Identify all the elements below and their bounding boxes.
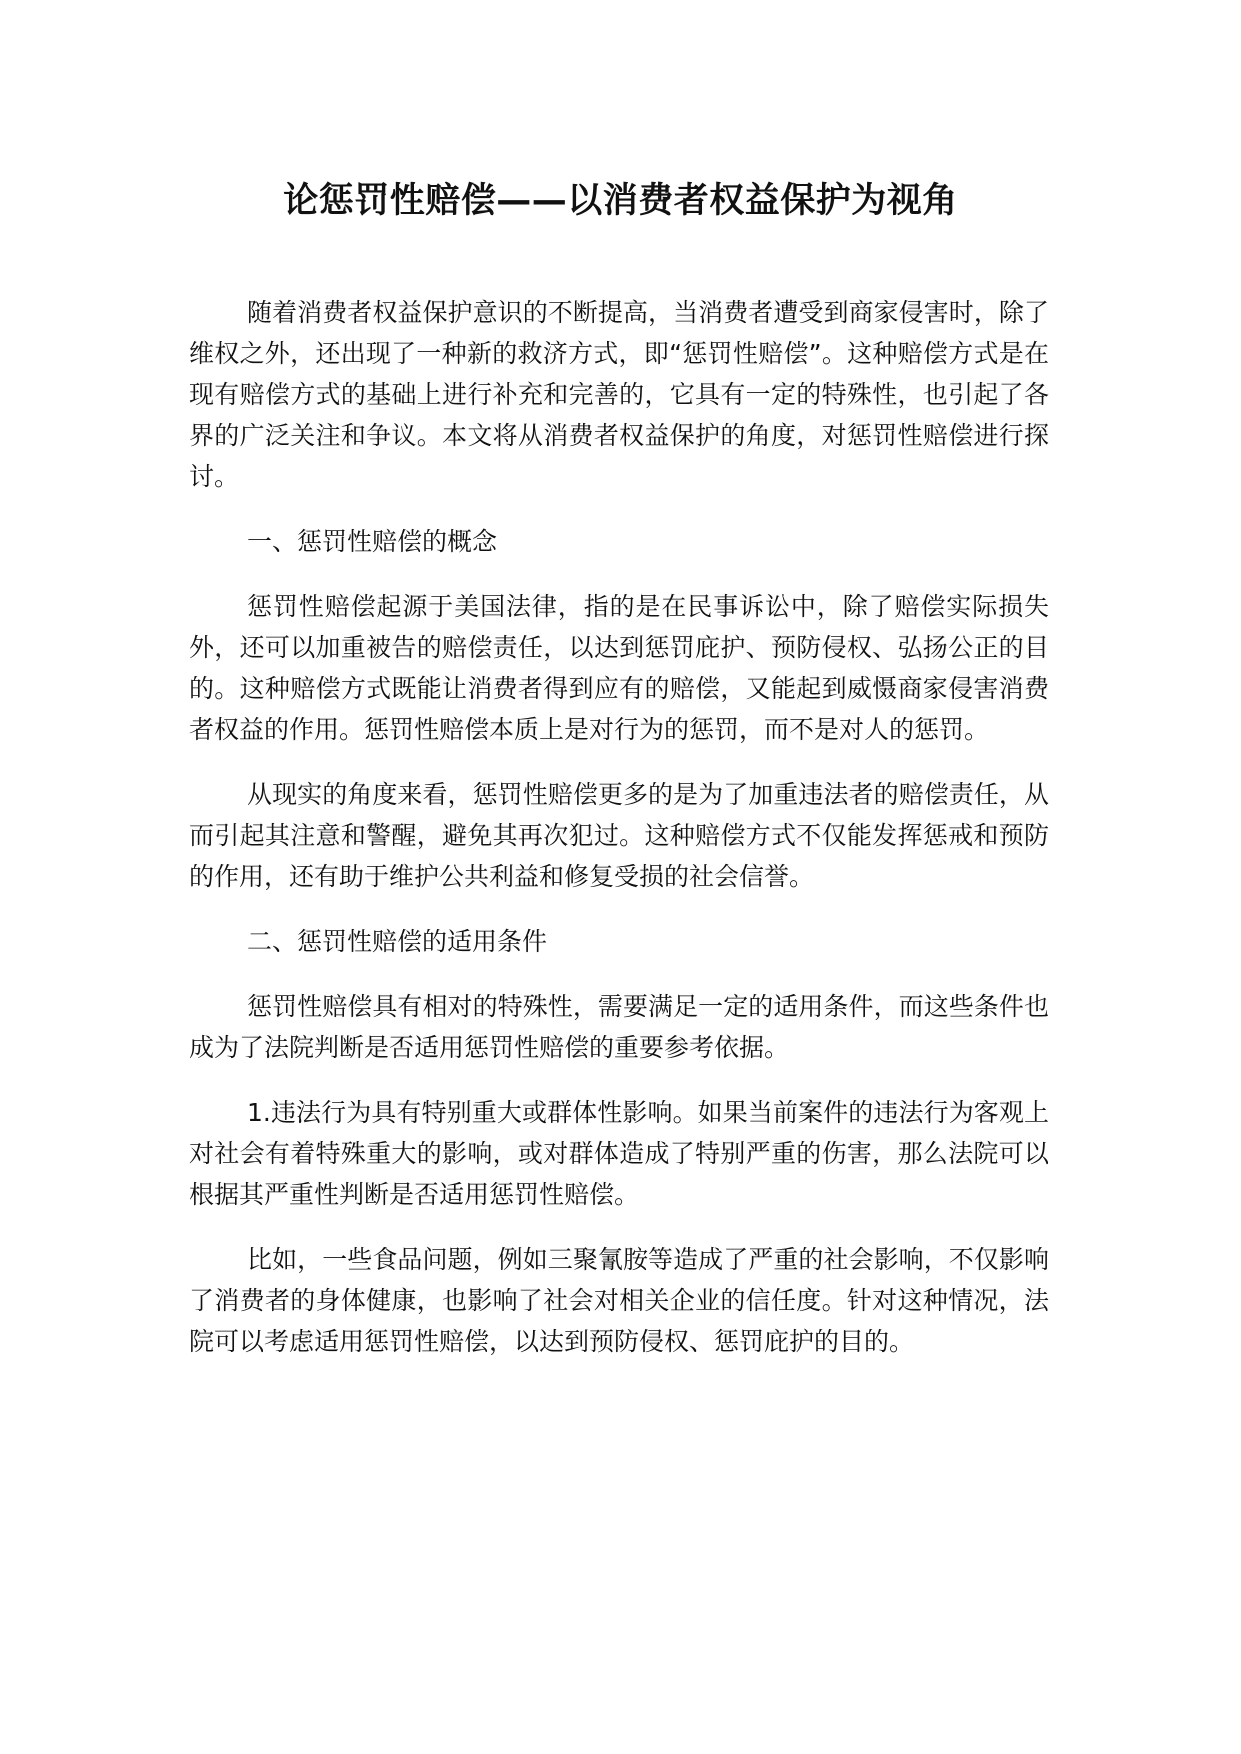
paragraph-conditions: 惩罚性赔偿具有相对的特殊性，需要满足一定的适用条件，而这些条件也成为了法院判断是否适用惩罚性赔偿的重要参考依据。	[189, 992, 1049, 1062]
document-title: 论惩罚性赔偿——以消费者权益保护为视角	[283, 181, 958, 221]
section-heading-concept: 一、惩罚性赔偿的概念	[247, 527, 498, 556]
paragraph-intro: 随着消费者权益保护意识的不断提高，当消费者遭受到商家侵害时，除了维权之外，还出现了一种新的救济方式，即“惩罚性赔偿”。这种赔偿方式是在现有赔偿方式的基础上进行补充和完善的，它具有一定的特殊性，也引起了各界的广泛关注和争议。本文将从消费者权益保护的角度，对惩罚性赔偿进行探讨。	[189, 298, 1049, 491]
paragraph-example: 比如，一些食品问题，例如三聚氰胺等造成了严重的社会影响，不仅影响了消费者的身体健康，也影响了社会对相关企业的信任度。针对这种情况，法院可以考虑适用惩罚性赔偿，以达到预防侵权、惩罚庇护的目的。	[189, 1245, 1049, 1356]
paragraph-concept: 惩罚性赔偿起源于美国法律，指的是在民事诉讼中，除了赔偿实际损失外，还可以加重被告的赔偿责任，以达到惩罚庇护、预防侵权、弘扬公正的目的。这种赔偿方式既能让消费者得到应有的赔偿，又能起到威慑商家侵害消费者权益的作用。惩罚性赔偿本质上是对行为的惩罚，而不是对人的惩罚。	[189, 592, 1049, 744]
paragraph-condition-1: 1.违法行为具有特别重大或群体性影响。如果当前案件的违法行为客观上对社会有着特殊重大的影响，或对群体造成了特别严重的伤害，那么法院可以根据其严重性判断是否适用惩罚性赔偿。	[189, 1098, 1049, 1209]
document-body	[189, 292, 1049, 1386]
section-heading-conditions: 二、惩罚性赔偿的适用条件	[247, 927, 548, 956]
paragraph-practical-view: 从现实的角度来看，惩罚性赔偿更多的是为了加重违法者的赔偿责任，从而引起其注意和警醒，避免其再次犯过。这种赔偿方式不仅能发挥惩戒和预防的作用，还有助于维护公共利益和修复受损的社会信誉。	[189, 780, 1049, 891]
